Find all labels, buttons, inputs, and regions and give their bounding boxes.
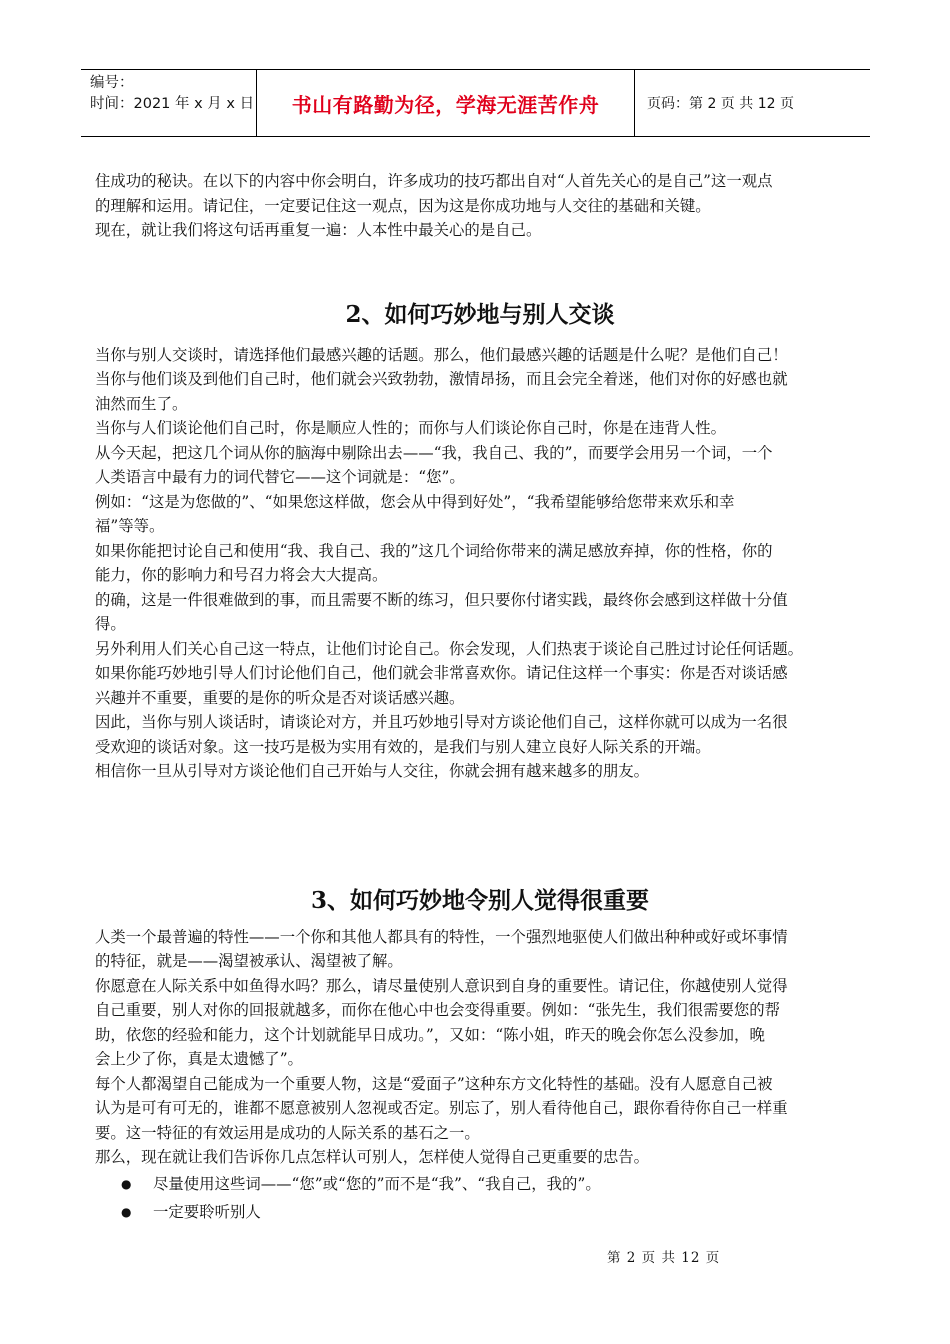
paragraph-line: 如果你能巧妙地引导人们讨论他们自己，他们就会非常喜欢你。请记住这样一个事实：你是否对谈话感 [95, 664, 788, 682]
intro-block [95, 169, 865, 243]
page-footer: 第 2 页 共 12 页 [607, 1250, 721, 1266]
paragraph-line: 现在，就让我们将这句话再重复一遍：人本性中最关心的是自己。 [95, 221, 542, 239]
bullet-list [95, 1170, 865, 1226]
paragraph-line: 认为是可有可无的，谁都不愿意被别人忽视或否定。别忘了，别人看待他自己，跟你看待你自己一样重 [95, 1099, 788, 1117]
paragraph-line: 当你与别人交谈时，请选择他们最感兴趣的话题。那么，他们最感兴趣的话题是什么呢？是他们自己！ [95, 345, 788, 364]
paragraph-line: 福”等等。 [95, 517, 165, 535]
paragraph-line: 人类一个最普遍的特性——一个你和其他人都具有的特性，一个强烈地驱使人们做出种种或好或坏事情 [95, 927, 788, 946]
date-label: 时间：2021 年 x 月 x 日 [90, 96, 255, 112]
paragraph-line: 得。 [95, 615, 126, 633]
paragraph-line: 那么，现在就让我们告诉你几点怎样认可别人，怎样使人觉得自己更重要的忠告。 [95, 1148, 650, 1166]
paragraph-line: 能力，你的影响力和号召力将会大大提高。 [95, 566, 388, 584]
paragraph-line: 相信你一旦从引导对方谈论他们自己开始与人交往，你就会拥有越来越多的朋友。 [95, 762, 650, 780]
paragraph-line: 油然而生了。 [95, 394, 188, 413]
section-3-body [95, 925, 865, 1226]
bullet-icon: ● [121, 1176, 132, 1191]
bullet-icon: ● [121, 1204, 132, 1219]
list-item [95, 1170, 865, 1198]
list-item [95, 1198, 865, 1226]
paragraph-line: 会上少了你，真是太遗憾了”。 [95, 1050, 303, 1068]
paragraph-line: 住成功的秘诀。在以下的内容中你会明白，许多成功的技巧都出自对“人首先关心的是自己”这一观点 [95, 172, 773, 190]
page-content [95, 169, 865, 1226]
paragraph-line: 的特征，就是——渴望被承认、渴望被了解。 [95, 952, 403, 970]
paragraph-line: 人类语言中最有力的词代替它——这个词就是：“您”。 [95, 468, 465, 486]
paragraph-line: 兴趣并不重要，重要的是你的听众是否对谈话感兴趣。 [95, 688, 465, 707]
paragraph-line: 当你与人们谈论他们自己时，你是顺应人性的；而你与人们谈论你自己时，你是在违背人性。 [95, 419, 727, 437]
paragraph-line: 你愿意在人际关系中如鱼得水吗？那么，请尽量使别人意识到自身的重要性。请记住，你越使别人觉得 [95, 976, 788, 995]
paragraph-line: 从今天起，把这几个词从你的脑海中剔除出去——“我，我自己、我的”，而要学会用另一个词，一个 [95, 443, 773, 462]
paragraph-line: 自己重要，别人对你的回报就越多，而你在他心中也会变得重要。例如：“张先生，我们很需要您的帮 [95, 1001, 781, 1019]
paragraph-line: 的理解和运用。请记住，一定要记住这一观点，因为这是你成功地与人交往的基础和关键。 [95, 196, 711, 215]
paragraph-line: 因此，当你与别人谈话时，请谈论对方，并且巧妙地引导对方谈论他们自己，这样你就可以成为一名很 [95, 713, 788, 731]
paragraph-line: 例如：“这是为您做的”、“如果您这样做，您会从中得到好处”，“我希望能够给您带来欢乐和幸 [95, 492, 735, 511]
header-motto: 书山有路勤为径，学海无涯苦作舟 [257, 70, 635, 136]
paragraph-line: 另外利用人们关心自己这一特点，让他们讨论自己。你会发现，人们热衷于谈论自己胜过讨论任何话题。 [95, 639, 803, 658]
header-page-code: 页码：第 2 页 共 12 页 [647, 96, 794, 112]
paragraph-line: 每个人都渴望自己能成为一个重要人物，这是“爱面子”这种东方文化特性的基础。没有人愿意自己被 [95, 1074, 773, 1093]
section-2-heading: 2、如何巧妙地与别人交谈 [345, 300, 615, 328]
list-item-text: 一定要聆听别人 [153, 1202, 261, 1221]
paragraph-line: 如果你能把讨论自己和使用“我、我自己、我的”这几个词给你带来的满足感放弃掉，你的性格，你的 [95, 541, 773, 560]
number-label: 编号： [90, 75, 134, 91]
section-2-body [95, 343, 865, 784]
paragraph-line: 受欢迎的谈话对象。这一技巧是极为实用有效的，是我们与别人建立良好人际关系的开端。 [95, 737, 711, 756]
paragraph-line: 当你与他们谈及到他们自己时，他们就会兴致勃勃，激情昂扬，而且会完全着迷，他们对你的好感也就 [95, 370, 788, 388]
section-3-heading: 3、如何巧妙地令别人觉得很重要 [310, 886, 649, 914]
list-item-text: 尽量使用这些词——“您”或“您的”而不是“我”、“我自己，我的”。 [153, 1174, 601, 1193]
paragraph-line: 要。这一特征的有效运用是成功的人际关系的基石之一。 [95, 1123, 480, 1142]
page-header [81, 69, 870, 137]
paragraph-line: 助，依您的经验和能力，这个计划就能早日成功。”，又如：“陈小姐，昨天的晚会你怎么没参加，晚 [95, 1025, 765, 1044]
header-meta-cell [81, 70, 257, 136]
paragraph-line: 的确，这是一件很难做到的事，而且需要不断的练习，但只要你付诸实践，最终你会感到这样做十分值 [95, 590, 788, 609]
